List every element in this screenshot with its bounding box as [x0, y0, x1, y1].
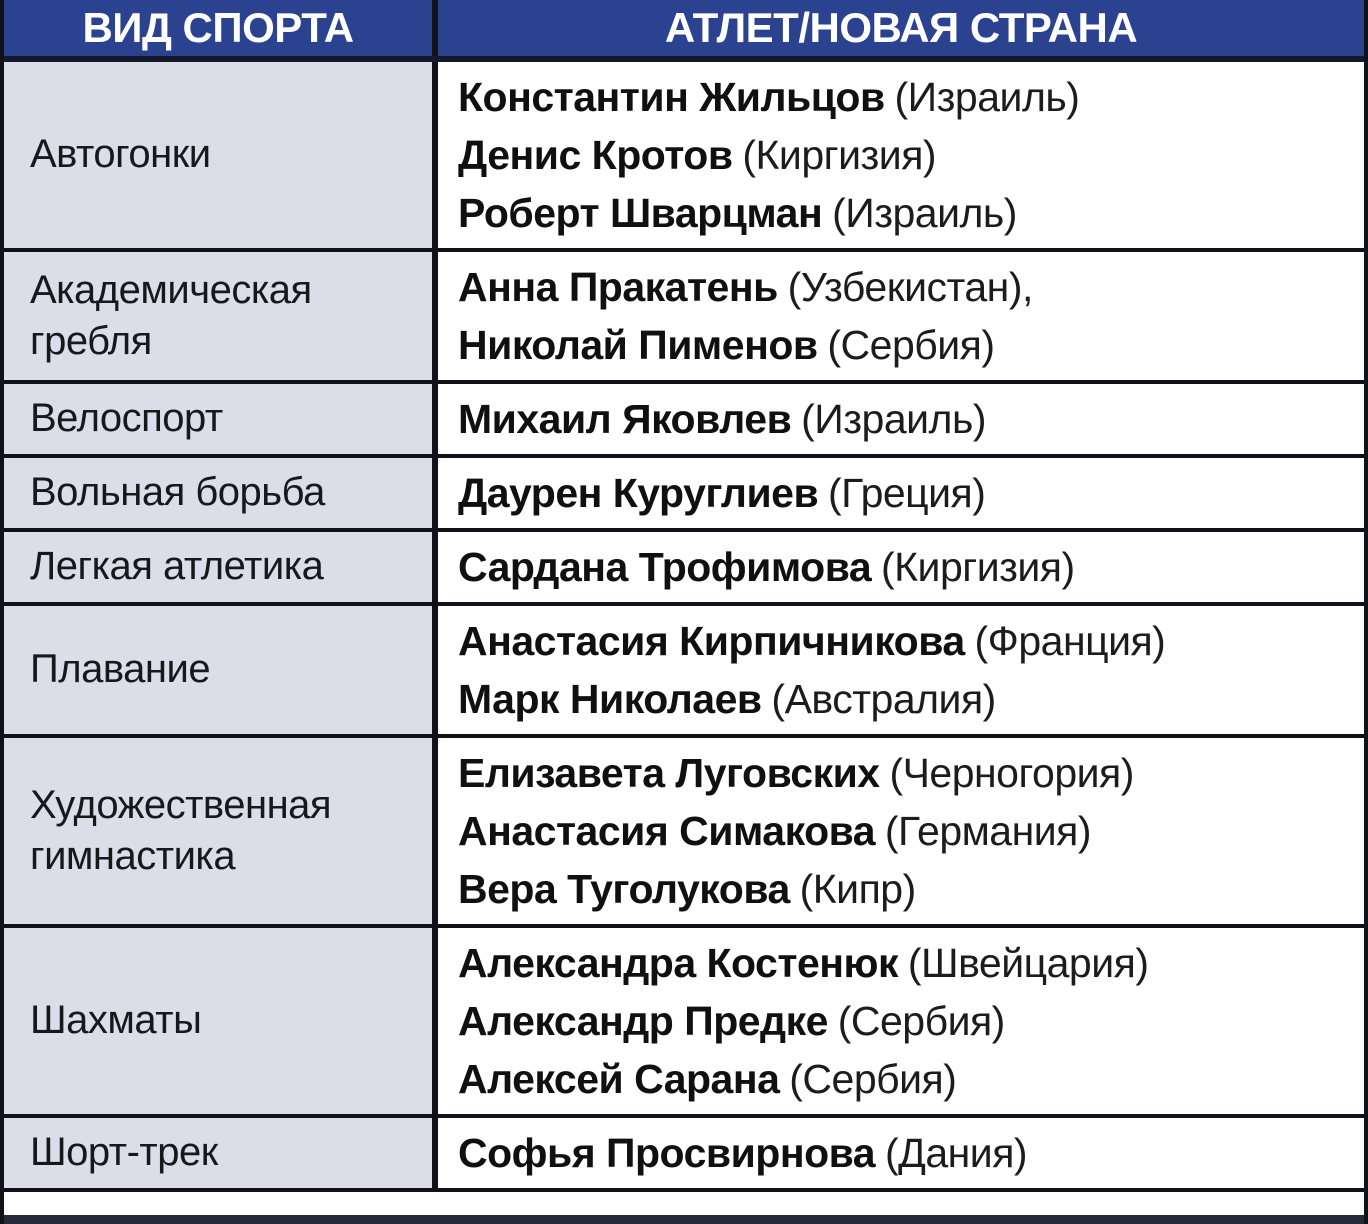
athlete-country: (Киргизия): [881, 544, 1075, 590]
sport-label: Плавание: [30, 647, 211, 692]
athlete-name: Александра Костенюк: [458, 940, 899, 986]
sport-label: Академическая гребля: [30, 267, 312, 363]
athlete-country: (Израиль): [832, 190, 1017, 236]
athlete-line: [458, 126, 1352, 184]
athlete-line: [458, 184, 1352, 242]
athlete-line: [458, 934, 1352, 992]
sport-cell: [4, 738, 438, 924]
table-row: [4, 1118, 1364, 1192]
athlete-name: Софья Просвирнова: [458, 1130, 876, 1176]
athlete-name: Роберт Шварцман: [458, 190, 823, 236]
athlete-name: Вера Туголукова: [458, 866, 790, 912]
athlete-line: [458, 802, 1352, 860]
sport-cell: [4, 252, 438, 380]
athlete-line: [458, 860, 1352, 918]
athlete-line: [458, 1050, 1352, 1108]
athletes-cell: [438, 384, 1364, 454]
athletes-cell: [438, 62, 1364, 248]
athlete-country: (Черногория): [889, 750, 1134, 796]
athlete-country: (Сербия): [827, 322, 995, 368]
athlete-country: (Киргизия): [742, 132, 937, 178]
table-row: [4, 384, 1364, 458]
sport-cell: [4, 606, 438, 734]
athlete-country: (Германия): [884, 808, 1092, 854]
sport-cell: [4, 532, 438, 602]
athlete-country: (Греция): [828, 470, 986, 516]
athlete-name: Марк Николаев: [458, 676, 762, 722]
athletes-cell: [438, 606, 1364, 734]
athlete-country: (Франция): [974, 618, 1166, 664]
athlete-country: (Австралия): [771, 676, 996, 722]
athlete-country: (Сербия): [789, 1056, 957, 1102]
athlete-name: Константин Жильцов: [458, 74, 885, 120]
sport-label: Художественная гимнастика: [30, 782, 332, 878]
athlete-name: Алексей Сарана: [458, 1056, 780, 1102]
athlete-name: Анастасия Симакова: [458, 808, 876, 854]
athlete-country: (Израиль): [894, 74, 1080, 120]
athlete-line: [458, 464, 1352, 522]
athlete-line: [458, 68, 1352, 126]
sport-label: Шахматы: [30, 998, 202, 1043]
sport-label: Шорт-трек: [30, 1130, 218, 1175]
athletes-cell: [438, 738, 1364, 924]
athletes-cell: [438, 458, 1364, 528]
sport-cell: [4, 384, 438, 454]
athlete-line: [458, 316, 1352, 374]
athlete-country: (Израиль): [801, 396, 986, 442]
table-row: [4, 928, 1364, 1118]
athletes-cell: [438, 928, 1364, 1114]
table-row: [4, 62, 1364, 252]
bottom-accent-bar: [4, 1215, 1364, 1224]
athlete-line: [458, 744, 1352, 802]
athlete-country: (Дания): [884, 1130, 1028, 1176]
table-row: [4, 606, 1364, 738]
sport-label: Вольная борьба: [30, 470, 325, 515]
athlete-line: [458, 258, 1352, 316]
sport-label: Легкая атлетика: [30, 544, 324, 589]
sport-cell: [4, 458, 438, 528]
athlete-name: Александр Предке: [458, 998, 828, 1044]
athlete-country: (Кипр): [799, 866, 916, 912]
athletes-cell: [438, 252, 1364, 380]
athlete-country: (Швейцария): [907, 940, 1149, 986]
athlete-country: (Сербия): [837, 998, 1005, 1044]
athlete-name: Сардана Трофимова: [458, 544, 872, 590]
athlete-line: [458, 612, 1352, 670]
athlete-name: Анастасия Кирпичникова: [458, 618, 965, 664]
athlete-line: [458, 1124, 1352, 1182]
athlete-name: Денис Кротов: [458, 132, 733, 178]
athlete-name: Николай Пименов: [458, 322, 818, 368]
table-row: [4, 458, 1364, 532]
sport-cell: [4, 1118, 438, 1188]
table-row: [4, 252, 1364, 384]
athlete-name: Даурен Куруглиев: [458, 470, 819, 516]
athlete-line: [458, 538, 1352, 596]
athletes-cell: [438, 532, 1364, 602]
athlete-country: (Узбекистан),: [787, 264, 1033, 310]
sport-label: Велоспорт: [30, 396, 223, 441]
athlete-line: [458, 390, 1352, 448]
table-row: [4, 738, 1364, 928]
table-header-row: [4, 0, 1364, 62]
athlete-name: Елизавета Луговских: [458, 750, 880, 796]
table-row: [4, 532, 1364, 606]
sport-cell: [4, 928, 438, 1114]
column-header-athlete-country: АТЛЕТ/НОВАЯ СТРАНА: [664, 4, 1138, 51]
athlete-name: Анна Пракатень: [458, 264, 778, 310]
athletes-cell: [438, 1118, 1364, 1188]
athlete-name: Михаил Яковлев: [458, 396, 792, 442]
athlete-line: [458, 992, 1352, 1050]
sport-cell: [4, 62, 438, 248]
column-header-sport: ВИД СПОРТА: [4, 0, 438, 56]
athlete-line: [458, 670, 1352, 728]
sport-label: Автогонки: [30, 132, 211, 177]
table-body: [4, 62, 1364, 1192]
